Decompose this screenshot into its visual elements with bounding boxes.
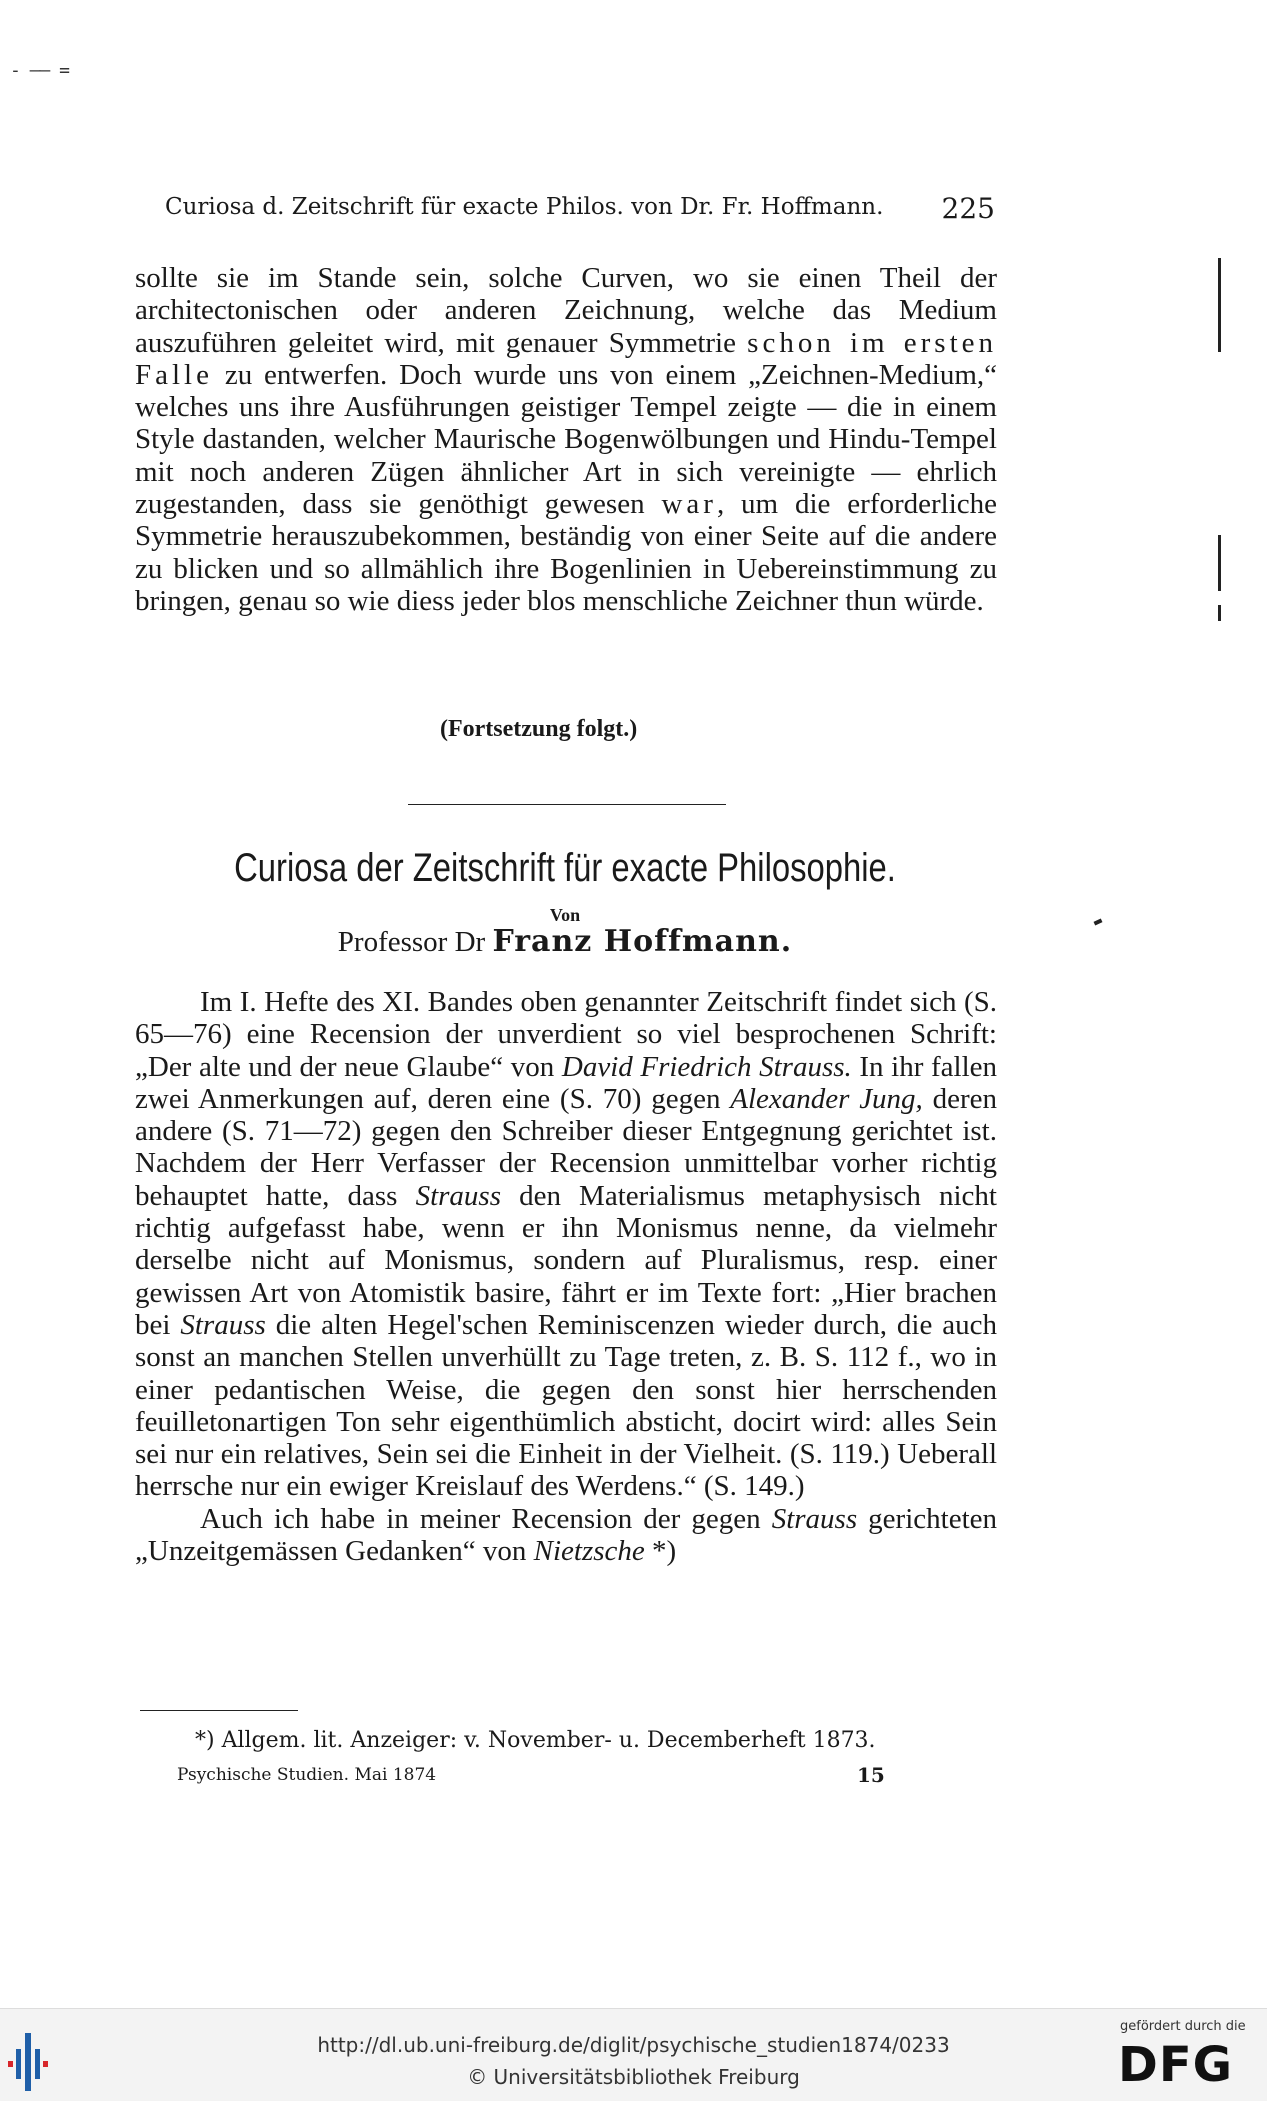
emphasis-spaced: war xyxy=(661,488,717,521)
running-head xyxy=(165,192,995,225)
sheet-signature xyxy=(177,1763,885,1787)
running-head-title: Curiosa d. Zeitschrift für exacte Philos. von Dr. Fr. Hoffmann. xyxy=(165,194,884,220)
copyright-line: © Universitätsbibliothek Freiburg xyxy=(467,2065,800,2089)
permalink-url[interactable] xyxy=(0,2033,1267,2057)
footnote-rule xyxy=(140,1710,298,1711)
sponsor-note: gefördert durch die xyxy=(1120,2019,1246,2034)
article-paragraph: Im I. Hefte des XI. Bandes oben genannter Zeitschrift findet sich (S. 65—76) eine Recension der unverdient so viel besprochenen Schrift: „Der alte und der neue Glaube“ von David Friedrich Strauss. In ihr fallen zwei Anmerkungen auf, deren eine (S. 70) gegen Alexander Jung, deren andere (S. 71—72) gegen den Schreiber dieser Entgegnung gerichtet ist. Nachdem der Herr Verfasser der Recension unmittelbar vorher richtig behauptet hatte, dass Strauss den Materialismus metaphysisch nicht richtig aufgefasst habe, wenn er ihn Monismus nenne, da vielmehr derselbe nicht auf Monismus, sondern auf Pluralismus, resp. einer gewissen Art von Atomistik basire, fährt er im Texte fort: „Hier brachen bei Strauss die alten Hegel'schen Reminiscenzen wieder durch, die auch sonst an manchen Stellen unverhüllt zu Tage treten, z. B. S. 112 f., wo in einer pedantischen Weise, die gegen den sonst hier herrschenden feuilletonartigen Ton sehr eigenthümlich absticht, docirt wird: alles Sein sei nur ein relatives, Sein sei die Einheit in der Vielheit. (S. 119.) Ueberall herrsche nur ein ewiger Kreislauf des Werdens.“ (S. 149.) xyxy=(135,986,997,1503)
continued-paragraph: sollte sie im Stande sein, solche Curven, wo sie einen Theil der architectonischen oder anderen Zeichnung, welche das Medium auszuführen geleitet wird, mit genauer Symmetrie schon im ersten Falle zu entwerfen. Doch wurde uns von einem „Zeichnen-Medium,“ welches uns ihre Ausführungen geistiger Tempel zeigte — die in einem Style dastanden, welcher Maurische Bogenwölbungen und Hindu-Tempel mit noch anderen Zügen ähnlicher Art in sich vereinigte — ehrlich zugestanden, dass sie genöthigt gewesen war, um die erforderliche Symmetrie herauszubekommen, beständig von einer Seite auf die andere zu blicken und so allmählich ihre Bogenlinien in Uebereinstimmung zu bringen, genau so wie diess jeder blos menschliche Zeichner thun würde. xyxy=(135,262,997,617)
emphasis-name: Nietzsche xyxy=(533,1535,645,1568)
article-body xyxy=(135,986,997,1567)
margin-mark xyxy=(1218,535,1221,591)
section-divider xyxy=(408,804,726,805)
signature-number: 15 xyxy=(857,1763,885,1787)
article-title: Curiosa der Zeitschrift für exacte Philosophie. xyxy=(234,846,896,890)
emphasis-name: Strauss xyxy=(180,1308,266,1341)
signature-text: Psychische Studien. Mai 1874 xyxy=(177,1765,437,1785)
margin-mark xyxy=(1218,605,1221,621)
scan-corner-mark: - —— = xyxy=(10,60,70,81)
viewer-bar xyxy=(0,2008,1267,2101)
author-name: Franz Hoffmann. xyxy=(492,924,793,959)
continued-text xyxy=(135,262,997,617)
emphasis-name: Strauss xyxy=(415,1179,501,1212)
emphasis-spaced: schon im ersten Falle xyxy=(135,326,997,391)
continuation-note: (Fortsetzung folgt.) xyxy=(440,716,638,742)
page-number: 225 xyxy=(941,192,995,225)
emphasis-name: Strauss xyxy=(771,1502,858,1535)
footnote: *) Allgem. lit. Anzeiger: v. November- u. Decemberheft 1873. xyxy=(195,1728,876,1753)
emphasis-name: Alexander Jung, xyxy=(730,1082,923,1115)
article-paragraph: Auch ich habe in meiner Recension der gegen Strauss gerichteten „Unzeitgemässen Gedanken“ von Nietzsche *) xyxy=(135,1502,997,1568)
author-prefix: Professor Dr xyxy=(337,926,486,958)
article-von: Von xyxy=(549,905,581,925)
dfg-logo: DFG xyxy=(1118,2037,1234,2093)
permalink-link[interactable]: http://dl.ub.uni-freiburg.de/diglit/psychische_studien1874/0233 xyxy=(317,2033,950,2057)
margin-mark xyxy=(1218,258,1221,352)
emphasis-name: David Friedrich Strauss. xyxy=(561,1050,852,1083)
article-author xyxy=(0,924,1130,959)
